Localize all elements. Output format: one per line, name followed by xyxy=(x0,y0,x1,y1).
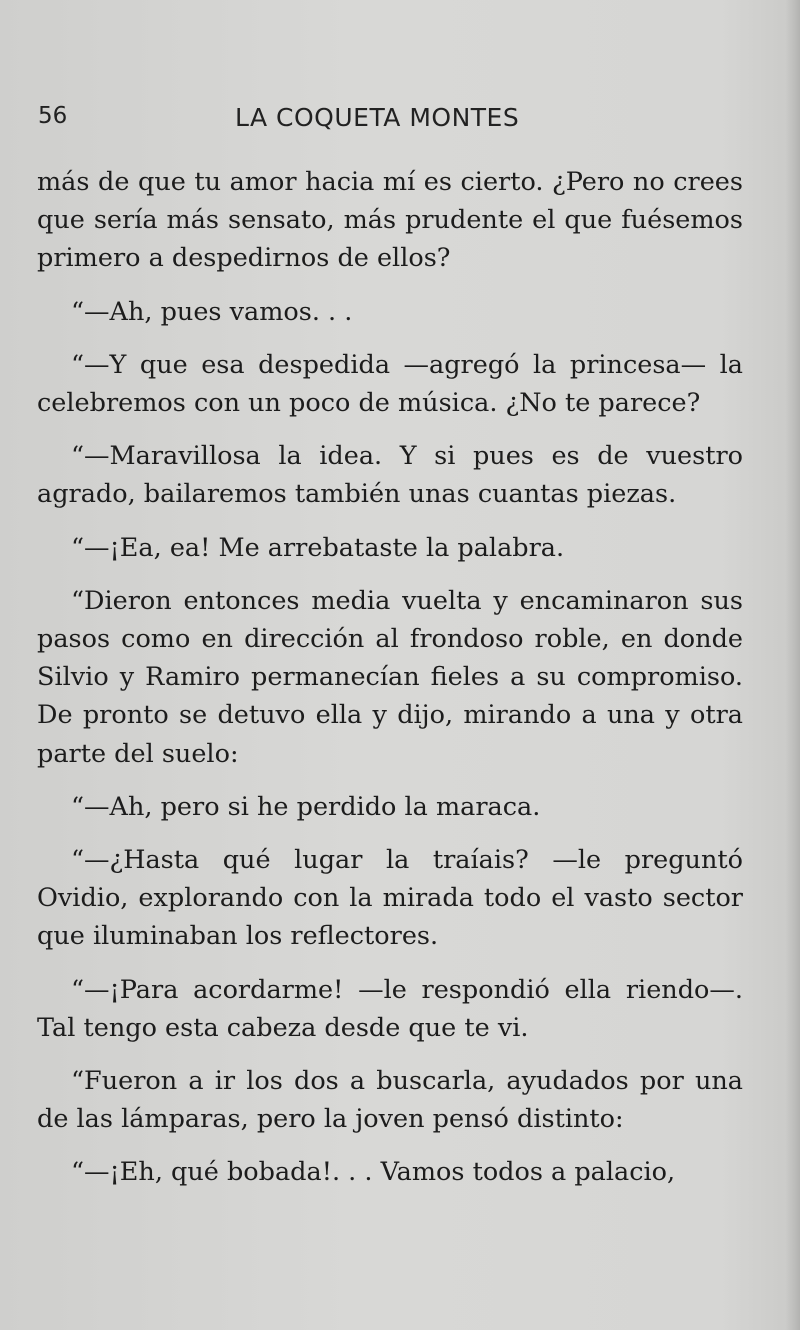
running-title: LA COQUETA MONTES xyxy=(235,103,520,132)
paragraph: “—¡Ea, ea! Me arrebataste la palabra. xyxy=(71,532,565,563)
paragraph: “Fueron a ir los dos a buscarla, ayudados por una de las lámparas, pero la joven pensó distinto: xyxy=(37,1066,743,1135)
paragraph: “—¡Para acordarme! —le respondió ella riendo—. Tal tengo esta cabeza desde que te vi. xyxy=(37,974,743,1043)
paragraph: “—¿Hasta qué lugar la traíais? —le preguntó Ovidio, explorando con la mirada todo el vasto sector que iluminaban los reflectores. xyxy=(37,845,743,952)
page-edge-shadow xyxy=(786,0,800,1330)
paragraph: “—¡Eh, qué bobada!. . . Vamos todos a palacio, xyxy=(71,1157,676,1188)
paragraph: “Dieron entonces media vuelta y encaminaron sus pasos como en dirección al frondoso roble, en donde Silvio y Ramiro permanecían fieles a su compromiso. De pronto se detuvo ella y dijo, mirando a una y otra parte del suelo: xyxy=(37,585,743,769)
paragraph: “—Y que esa despedida —agregó la princesa— la celebremos con un poco de música. ¿No te parece? xyxy=(37,349,743,419)
body-text xyxy=(37,163,743,1192)
paragraph: “—Ah, pero si he perdido la maraca. xyxy=(71,791,541,822)
page-header xyxy=(38,103,738,143)
paragraph: “—Maravillosa la idea. Y si pues es de vuestro agrado, bailaremos también unas cuantas piezas. xyxy=(37,441,743,510)
page-number: 56 xyxy=(38,103,68,129)
paragraph: más de que tu amor hacia mí es cierto. ¿Pero no crees que sería más sensato, más prudente el que fuésemos primero a despedirnos de ellos? xyxy=(37,167,743,274)
paragraph: “—Ah, pues vamos. . . xyxy=(71,296,353,327)
